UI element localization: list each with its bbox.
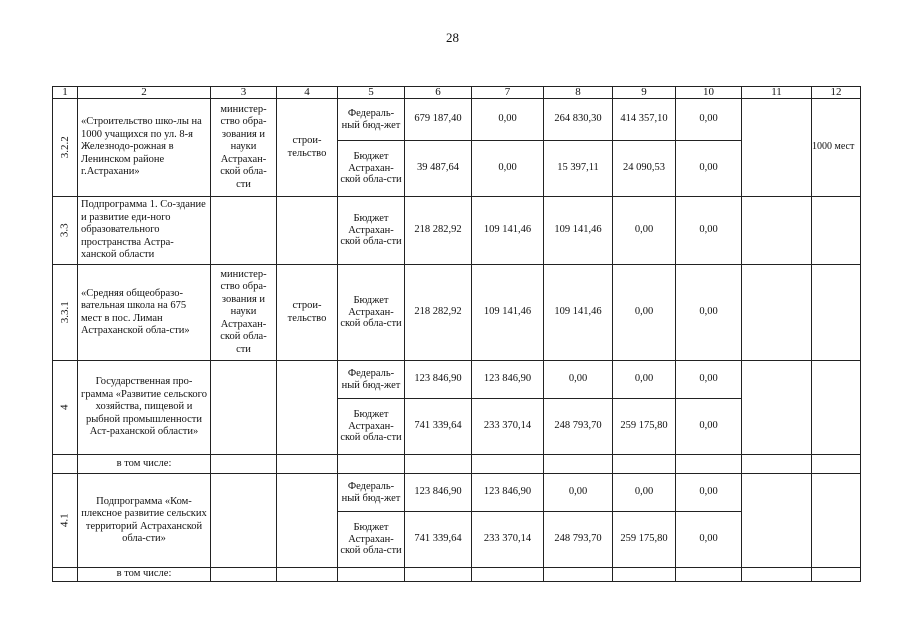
table-row [53, 474, 861, 512]
header-cell: 12 [812, 87, 861, 99]
row-executor: министер-ство обра-зования и науки Астрахан-ской обла-сти [211, 99, 277, 197]
row-c8: 0,00 [544, 474, 613, 512]
row-c10: 0,00 [676, 99, 742, 141]
header-row [53, 87, 861, 99]
header-cell: 11 [742, 87, 812, 99]
table-row [53, 99, 861, 141]
row-code: 3.3.1 [53, 265, 78, 361]
table-row [53, 455, 861, 474]
row-capacity: 1000 мест [812, 99, 861, 197]
row-c9: 414 357,10 [613, 99, 676, 141]
header-cell: 8 [544, 87, 613, 99]
row-c7: 0,00 [472, 99, 544, 141]
row-c9: 0,00 [613, 474, 676, 512]
table-row [53, 265, 861, 361]
row-c12 [812, 265, 861, 361]
row-code: 4 [53, 361, 78, 455]
row-name: Подпрограмма «Ком-плексное развитие сельских территорий Астраханской обла-сти» [78, 474, 211, 568]
row-type: строи-тельство [277, 265, 338, 361]
row-type: строи-тельство [277, 99, 338, 197]
row-c9: 259 175,80 [613, 512, 676, 568]
row-source: Бюджет Астрахан-ской обла-сти [338, 141, 405, 197]
row-c6: 218 282,92 [405, 265, 472, 361]
header-cell: 7 [472, 87, 544, 99]
row-c9: 0,00 [613, 265, 676, 361]
row-c11 [742, 197, 812, 265]
row-c10: 0,00 [676, 474, 742, 512]
row-c12 [812, 197, 861, 265]
row-c8: 109 141,46 [544, 197, 613, 265]
row-c10: 0,00 [676, 141, 742, 197]
header-cell: 2 [78, 87, 211, 99]
row-c6: 218 282,92 [405, 197, 472, 265]
row-executor: министер-ство обра-зования и науки Астрахан-ской обла-сти [211, 265, 277, 361]
row-source: Бюджет Астрахан-ской обла-сти [338, 265, 405, 361]
row-c12 [812, 474, 861, 568]
row-source: Бюджет Астрахан-ской обла-сти [338, 197, 405, 265]
row-executor [211, 474, 277, 568]
header-cell: 9 [613, 87, 676, 99]
row-c12 [812, 361, 861, 455]
row-c8: 248 793,70 [544, 512, 613, 568]
row-name: «Строительство шко-лы на 1000 учащихся по ул. 8-я Железнодо-рожная в Ленинском районе г.Астрахани» [78, 99, 211, 197]
row-c10: 0,00 [676, 512, 742, 568]
row-source: Федераль-ный бюд-жет [338, 99, 405, 141]
header-cell: 5 [338, 87, 405, 99]
row-c9: 24 090,53 [613, 141, 676, 197]
row-source: Федераль-ный бюд-жет [338, 361, 405, 399]
row-source: Бюджет Астрахан-ской обла-сти [338, 512, 405, 568]
row-c7: 0,00 [472, 141, 544, 197]
row-c7: 123 846,90 [472, 361, 544, 399]
row-executor [211, 197, 277, 265]
row-source: Федераль-ный бюд-жет [338, 474, 405, 512]
row-source: Бюджет Астрахан-ской обла-сти [338, 399, 405, 455]
row-c11 [742, 474, 812, 568]
row-c6: 679 187,40 [405, 99, 472, 141]
table-row [53, 197, 861, 265]
page-number: 28 [446, 30, 459, 45]
row-c9: 0,00 [613, 197, 676, 265]
row-name: Государственная про-грамма «Развитие сельского хозяйства, пищевой и рыбной промышленности Аст-раханской области» [78, 361, 211, 455]
including-label: в том числе: [78, 568, 211, 582]
row-c7: 233 370,14 [472, 399, 544, 455]
table-row [53, 361, 861, 399]
row-c10: 0,00 [676, 361, 742, 399]
row-c6: 741 339,64 [405, 512, 472, 568]
row-c6: 123 846,90 [405, 474, 472, 512]
row-c8: 0,00 [544, 361, 613, 399]
header-cell: 1 [53, 87, 78, 99]
row-code: 3.3 [53, 197, 78, 265]
row-c11 [742, 361, 812, 455]
row-c11 [742, 99, 812, 197]
header-cell: 3 [211, 87, 277, 99]
header-cell: 6 [405, 87, 472, 99]
row-c8: 15 397,11 [544, 141, 613, 197]
row-c7: 109 141,46 [472, 265, 544, 361]
row-c10: 0,00 [676, 197, 742, 265]
row-c6: 39 487,64 [405, 141, 472, 197]
row-c11 [742, 265, 812, 361]
row-c8: 109 141,46 [544, 265, 613, 361]
row-c10: 0,00 [676, 265, 742, 361]
row-c6: 123 846,90 [405, 361, 472, 399]
row-name: Подпрограмма 1. Со-здание и развитие еди-ного образовательного пространства Астра-ханской области [78, 197, 211, 265]
row-c9: 0,00 [613, 361, 676, 399]
row-type [277, 361, 338, 455]
row-code: 4.1 [53, 474, 78, 568]
row-c7: 233 370,14 [472, 512, 544, 568]
row-code: 3.2.2 [53, 99, 78, 197]
row-c8: 264 830,30 [544, 99, 613, 141]
including-label: в том числе: [78, 455, 211, 474]
row-c9: 259 175,80 [613, 399, 676, 455]
row-type [277, 474, 338, 568]
row-c6: 741 339,64 [405, 399, 472, 455]
row-executor [211, 361, 277, 455]
table-row [53, 568, 861, 582]
row-type [277, 197, 338, 265]
row-c7: 109 141,46 [472, 197, 544, 265]
row-c8: 248 793,70 [544, 399, 613, 455]
row-name: «Средняя общеобразо-вательная школа на 675 мест в пос. Лиман Астраханской обла-сти» [78, 265, 211, 361]
header-cell: 10 [676, 87, 742, 99]
row-c7: 123 846,90 [472, 474, 544, 512]
row-c10: 0,00 [676, 399, 742, 455]
budget-table [52, 86, 861, 582]
header-cell: 4 [277, 87, 338, 99]
